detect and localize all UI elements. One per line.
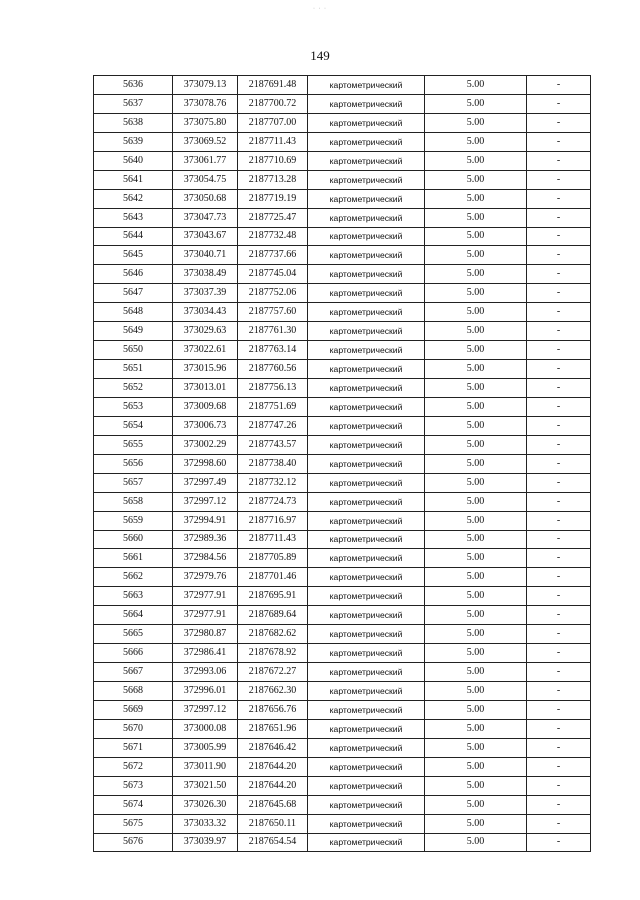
- note-cell: -: [527, 208, 591, 227]
- accuracy-cell: 5.00: [425, 473, 527, 492]
- point-number-cell: 5642: [94, 189, 173, 208]
- x-coordinate-cell: 372979.76: [173, 568, 238, 587]
- y-coordinate-cell: 2187743.57: [238, 435, 308, 454]
- table-row: [94, 587, 591, 606]
- point-number-cell: 5669: [94, 700, 173, 719]
- method-cell: картометрический: [308, 776, 425, 795]
- x-coordinate-cell: 373026.30: [173, 795, 238, 814]
- table-row: [94, 473, 591, 492]
- point-number-cell: 5648: [94, 303, 173, 322]
- x-coordinate-cell: 372977.91: [173, 587, 238, 606]
- note-cell: -: [527, 795, 591, 814]
- table-row: [94, 814, 591, 833]
- method-cell: картометрический: [308, 757, 425, 776]
- method-cell: картометрический: [308, 113, 425, 132]
- y-coordinate-cell: 2187760.56: [238, 360, 308, 379]
- point-number-cell: 5673: [94, 776, 173, 795]
- method-cell: картометрический: [308, 170, 425, 189]
- y-coordinate-cell: 2187737.66: [238, 246, 308, 265]
- note-cell: -: [527, 284, 591, 303]
- table-row: [94, 208, 591, 227]
- note-cell: -: [527, 379, 591, 398]
- coordinates-table: [93, 75, 591, 852]
- note-cell: -: [527, 719, 591, 738]
- x-coordinate-cell: 373021.50: [173, 776, 238, 795]
- point-number-cell: 5659: [94, 511, 173, 530]
- accuracy-cell: 5.00: [425, 246, 527, 265]
- note-cell: -: [527, 360, 591, 379]
- table-row: [94, 360, 591, 379]
- method-cell: картометрический: [308, 795, 425, 814]
- accuracy-cell: 5.00: [425, 530, 527, 549]
- accuracy-cell: 5.00: [425, 416, 527, 435]
- x-coordinate-cell: 372977.91: [173, 606, 238, 625]
- y-coordinate-cell: 2187651.96: [238, 719, 308, 738]
- note-cell: -: [527, 76, 591, 95]
- method-cell: картометрический: [308, 814, 425, 833]
- method-cell: картометрический: [308, 189, 425, 208]
- x-coordinate-cell: 373079.13: [173, 76, 238, 95]
- x-coordinate-cell: 373078.76: [173, 94, 238, 113]
- note-cell: -: [527, 246, 591, 265]
- table-row: [94, 719, 591, 738]
- note-cell: -: [527, 682, 591, 701]
- table-row: [94, 322, 591, 341]
- x-coordinate-cell: 373054.75: [173, 170, 238, 189]
- point-number-cell: 5662: [94, 568, 173, 587]
- method-cell: картометрический: [308, 416, 425, 435]
- method-cell: картометрический: [308, 492, 425, 511]
- note-cell: -: [527, 473, 591, 492]
- method-cell: картометрический: [308, 473, 425, 492]
- note-cell: -: [527, 303, 591, 322]
- table-row: [94, 94, 591, 113]
- table-row: [94, 625, 591, 644]
- method-cell: картометрический: [308, 719, 425, 738]
- accuracy-cell: 5.00: [425, 757, 527, 776]
- table-row: [94, 170, 591, 189]
- method-cell: картометрический: [308, 606, 425, 625]
- method-cell: картометрический: [308, 94, 425, 113]
- y-coordinate-cell: 2187689.64: [238, 606, 308, 625]
- accuracy-cell: 5.00: [425, 814, 527, 833]
- x-coordinate-cell: 372997.12: [173, 492, 238, 511]
- x-coordinate-cell: 372984.56: [173, 549, 238, 568]
- y-coordinate-cell: 2187644.20: [238, 776, 308, 795]
- accuracy-cell: 5.00: [425, 227, 527, 246]
- table-row: [94, 151, 591, 170]
- y-coordinate-cell: 2187711.43: [238, 132, 308, 151]
- point-number-cell: 5652: [94, 379, 173, 398]
- note-cell: -: [527, 549, 591, 568]
- table-row: [94, 227, 591, 246]
- table-row: [94, 397, 591, 416]
- x-coordinate-cell: 372998.60: [173, 454, 238, 473]
- y-coordinate-cell: 2187732.48: [238, 227, 308, 246]
- note-cell: -: [527, 833, 591, 852]
- method-cell: картометрический: [308, 625, 425, 644]
- accuracy-cell: 5.00: [425, 322, 527, 341]
- y-coordinate-cell: 2187738.40: [238, 454, 308, 473]
- y-coordinate-cell: 2187752.06: [238, 284, 308, 303]
- accuracy-cell: 5.00: [425, 94, 527, 113]
- x-coordinate-cell: 373050.68: [173, 189, 238, 208]
- point-number-cell: 5650: [94, 341, 173, 360]
- accuracy-cell: 5.00: [425, 132, 527, 151]
- method-cell: картометрический: [308, 700, 425, 719]
- point-number-cell: 5641: [94, 170, 173, 189]
- accuracy-cell: 5.00: [425, 719, 527, 738]
- accuracy-cell: 5.00: [425, 151, 527, 170]
- accuracy-cell: 5.00: [425, 738, 527, 757]
- point-number-cell: 5667: [94, 663, 173, 682]
- x-coordinate-cell: 373075.80: [173, 113, 238, 132]
- y-coordinate-cell: 2187725.47: [238, 208, 308, 227]
- note-cell: -: [527, 151, 591, 170]
- point-number-cell: 5653: [94, 397, 173, 416]
- table-row: [94, 435, 591, 454]
- note-cell: -: [527, 587, 591, 606]
- y-coordinate-cell: 2187756.13: [238, 379, 308, 398]
- point-number-cell: 5672: [94, 757, 173, 776]
- table-row: [94, 416, 591, 435]
- y-coordinate-cell: 2187707.00: [238, 113, 308, 132]
- table-row: [94, 776, 591, 795]
- accuracy-cell: 5.00: [425, 435, 527, 454]
- note-cell: -: [527, 700, 591, 719]
- note-cell: -: [527, 94, 591, 113]
- accuracy-cell: 5.00: [425, 397, 527, 416]
- table-row: [94, 379, 591, 398]
- y-coordinate-cell: 2187682.62: [238, 625, 308, 644]
- y-coordinate-cell: 2187691.48: [238, 76, 308, 95]
- accuracy-cell: 5.00: [425, 265, 527, 284]
- y-coordinate-cell: 2187650.11: [238, 814, 308, 833]
- table-row: [94, 663, 591, 682]
- table-row: [94, 757, 591, 776]
- y-coordinate-cell: 2187757.60: [238, 303, 308, 322]
- accuracy-cell: 5.00: [425, 76, 527, 95]
- method-cell: картометрический: [308, 76, 425, 95]
- x-coordinate-cell: 373015.96: [173, 360, 238, 379]
- x-coordinate-cell: 372997.12: [173, 700, 238, 719]
- x-coordinate-cell: 372994.91: [173, 511, 238, 530]
- x-coordinate-cell: 373006.73: [173, 416, 238, 435]
- method-cell: картометрический: [308, 341, 425, 360]
- x-coordinate-cell: 373069.52: [173, 132, 238, 151]
- y-coordinate-cell: 2187716.97: [238, 511, 308, 530]
- x-coordinate-cell: 373061.77: [173, 151, 238, 170]
- table-row: [94, 454, 591, 473]
- y-coordinate-cell: 2187713.28: [238, 170, 308, 189]
- x-coordinate-cell: 372993.06: [173, 663, 238, 682]
- accuracy-cell: 5.00: [425, 833, 527, 852]
- table-row: [94, 76, 591, 95]
- point-number-cell: 5671: [94, 738, 173, 757]
- point-number-cell: 5664: [94, 606, 173, 625]
- method-cell: картометрический: [308, 284, 425, 303]
- x-coordinate-cell: 373022.61: [173, 341, 238, 360]
- y-coordinate-cell: 2187719.19: [238, 189, 308, 208]
- y-coordinate-cell: 2187672.27: [238, 663, 308, 682]
- y-coordinate-cell: 2187644.20: [238, 757, 308, 776]
- x-coordinate-cell: 373002.29: [173, 435, 238, 454]
- table-row: [94, 511, 591, 530]
- point-number-cell: 5636: [94, 76, 173, 95]
- table-row: [94, 530, 591, 549]
- method-cell: картометрический: [308, 435, 425, 454]
- table-row: [94, 644, 591, 663]
- note-cell: -: [527, 113, 591, 132]
- x-coordinate-cell: 372986.41: [173, 644, 238, 663]
- table-row: [94, 738, 591, 757]
- note-cell: -: [527, 530, 591, 549]
- method-cell: картометрический: [308, 379, 425, 398]
- accuracy-cell: 5.00: [425, 625, 527, 644]
- x-coordinate-cell: 373033.32: [173, 814, 238, 833]
- accuracy-cell: 5.00: [425, 549, 527, 568]
- accuracy-cell: 5.00: [425, 379, 527, 398]
- x-coordinate-cell: 373047.73: [173, 208, 238, 227]
- point-number-cell: 5657: [94, 473, 173, 492]
- method-cell: картометрический: [308, 530, 425, 549]
- point-number-cell: 5655: [94, 435, 173, 454]
- y-coordinate-cell: 2187747.26: [238, 416, 308, 435]
- table-row: [94, 492, 591, 511]
- method-cell: картометрический: [308, 568, 425, 587]
- point-number-cell: 5670: [94, 719, 173, 738]
- point-number-cell: 5651: [94, 360, 173, 379]
- method-cell: картометрический: [308, 682, 425, 701]
- point-number-cell: 5665: [94, 625, 173, 644]
- accuracy-cell: 5.00: [425, 663, 527, 682]
- y-coordinate-cell: 2187695.91: [238, 587, 308, 606]
- x-coordinate-cell: 373029.63: [173, 322, 238, 341]
- method-cell: картометрический: [308, 454, 425, 473]
- note-cell: -: [527, 814, 591, 833]
- note-cell: -: [527, 454, 591, 473]
- note-cell: -: [527, 644, 591, 663]
- method-cell: картометрический: [308, 151, 425, 170]
- note-cell: -: [527, 663, 591, 682]
- note-cell: -: [527, 738, 591, 757]
- accuracy-cell: 5.00: [425, 284, 527, 303]
- y-coordinate-cell: 2187662.30: [238, 682, 308, 701]
- method-cell: картометрический: [308, 738, 425, 757]
- y-coordinate-cell: 2187654.54: [238, 833, 308, 852]
- x-coordinate-cell: 373040.71: [173, 246, 238, 265]
- accuracy-cell: 5.00: [425, 303, 527, 322]
- accuracy-cell: 5.00: [425, 511, 527, 530]
- accuracy-cell: 5.00: [425, 113, 527, 132]
- method-cell: картометрический: [308, 663, 425, 682]
- x-coordinate-cell: 373037.39: [173, 284, 238, 303]
- x-coordinate-cell: 373005.99: [173, 738, 238, 757]
- y-coordinate-cell: 2187711.43: [238, 530, 308, 549]
- method-cell: картометрический: [308, 397, 425, 416]
- note-cell: -: [527, 511, 591, 530]
- table-row: [94, 341, 591, 360]
- accuracy-cell: 5.00: [425, 776, 527, 795]
- accuracy-cell: 5.00: [425, 170, 527, 189]
- x-coordinate-cell: 373011.90: [173, 757, 238, 776]
- point-number-cell: 5666: [94, 644, 173, 663]
- y-coordinate-cell: 2187751.69: [238, 397, 308, 416]
- y-coordinate-cell: 2187656.76: [238, 700, 308, 719]
- table-row: [94, 189, 591, 208]
- table-row: [94, 568, 591, 587]
- method-cell: картометрический: [308, 833, 425, 852]
- method-cell: картометрический: [308, 227, 425, 246]
- note-cell: -: [527, 625, 591, 644]
- table-row: [94, 132, 591, 151]
- y-coordinate-cell: 2187646.42: [238, 738, 308, 757]
- x-coordinate-cell: 372989.36: [173, 530, 238, 549]
- note-cell: -: [527, 265, 591, 284]
- method-cell: картометрический: [308, 303, 425, 322]
- method-cell: картометрический: [308, 132, 425, 151]
- point-number-cell: 5654: [94, 416, 173, 435]
- table-row: [94, 265, 591, 284]
- note-cell: -: [527, 397, 591, 416]
- x-coordinate-cell: 373013.01: [173, 379, 238, 398]
- note-cell: -: [527, 132, 591, 151]
- note-cell: -: [527, 322, 591, 341]
- coordinates-table-body: [94, 76, 591, 852]
- point-number-cell: 5644: [94, 227, 173, 246]
- point-number-cell: 5656: [94, 454, 173, 473]
- x-coordinate-cell: 372980.87: [173, 625, 238, 644]
- table-row: [94, 549, 591, 568]
- method-cell: картометрический: [308, 511, 425, 530]
- accuracy-cell: 5.00: [425, 454, 527, 473]
- accuracy-cell: 5.00: [425, 682, 527, 701]
- page-top-mark: · · ·: [313, 6, 327, 12]
- point-number-cell: 5637: [94, 94, 173, 113]
- point-number-cell: 5647: [94, 284, 173, 303]
- note-cell: -: [527, 435, 591, 454]
- table-row: [94, 795, 591, 814]
- accuracy-cell: 5.00: [425, 492, 527, 511]
- x-coordinate-cell: 373039.97: [173, 833, 238, 852]
- point-number-cell: 5674: [94, 795, 173, 814]
- y-coordinate-cell: 2187732.12: [238, 473, 308, 492]
- note-cell: -: [527, 606, 591, 625]
- accuracy-cell: 5.00: [425, 360, 527, 379]
- table-row: [94, 113, 591, 132]
- x-coordinate-cell: 373043.67: [173, 227, 238, 246]
- y-coordinate-cell: 2187710.69: [238, 151, 308, 170]
- accuracy-cell: 5.00: [425, 644, 527, 663]
- table-row: [94, 682, 591, 701]
- point-number-cell: 5639: [94, 132, 173, 151]
- point-number-cell: 5643: [94, 208, 173, 227]
- x-coordinate-cell: 373038.49: [173, 265, 238, 284]
- note-cell: -: [527, 170, 591, 189]
- method-cell: картометрический: [308, 265, 425, 284]
- accuracy-cell: 5.00: [425, 795, 527, 814]
- note-cell: -: [527, 776, 591, 795]
- note-cell: -: [527, 757, 591, 776]
- method-cell: картометрический: [308, 549, 425, 568]
- method-cell: картометрический: [308, 644, 425, 663]
- point-number-cell: 5645: [94, 246, 173, 265]
- point-number-cell: 5661: [94, 549, 173, 568]
- table-row: [94, 606, 591, 625]
- accuracy-cell: 5.00: [425, 587, 527, 606]
- y-coordinate-cell: 2187705.89: [238, 549, 308, 568]
- point-number-cell: 5676: [94, 833, 173, 852]
- table-row: [94, 700, 591, 719]
- x-coordinate-cell: 373009.68: [173, 397, 238, 416]
- point-number-cell: 5663: [94, 587, 173, 606]
- point-number-cell: 5649: [94, 322, 173, 341]
- point-number-cell: 5646: [94, 265, 173, 284]
- y-coordinate-cell: 2187763.14: [238, 341, 308, 360]
- y-coordinate-cell: 2187761.30: [238, 322, 308, 341]
- method-cell: картометрический: [308, 208, 425, 227]
- note-cell: -: [527, 568, 591, 587]
- y-coordinate-cell: 2187678.92: [238, 644, 308, 663]
- table-row: [94, 833, 591, 852]
- note-cell: -: [527, 416, 591, 435]
- y-coordinate-cell: 2187701.46: [238, 568, 308, 587]
- x-coordinate-cell: 372997.49: [173, 473, 238, 492]
- table-row: [94, 246, 591, 265]
- method-cell: картометрический: [308, 246, 425, 265]
- y-coordinate-cell: 2187700.72: [238, 94, 308, 113]
- accuracy-cell: 5.00: [425, 606, 527, 625]
- table-row: [94, 303, 591, 322]
- point-number-cell: 5638: [94, 113, 173, 132]
- point-number-cell: 5640: [94, 151, 173, 170]
- y-coordinate-cell: 2187645.68: [238, 795, 308, 814]
- method-cell: картометрический: [308, 360, 425, 379]
- accuracy-cell: 5.00: [425, 700, 527, 719]
- accuracy-cell: 5.00: [425, 341, 527, 360]
- method-cell: картометрический: [308, 587, 425, 606]
- table-row: [94, 284, 591, 303]
- point-number-cell: 5675: [94, 814, 173, 833]
- y-coordinate-cell: 2187724.73: [238, 492, 308, 511]
- accuracy-cell: 5.00: [425, 208, 527, 227]
- x-coordinate-cell: 373034.43: [173, 303, 238, 322]
- note-cell: -: [527, 227, 591, 246]
- x-coordinate-cell: 373000.08: [173, 719, 238, 738]
- method-cell: картометрический: [308, 322, 425, 341]
- x-coordinate-cell: 372996.01: [173, 682, 238, 701]
- note-cell: -: [527, 492, 591, 511]
- y-coordinate-cell: 2187745.04: [238, 265, 308, 284]
- point-number-cell: 5660: [94, 530, 173, 549]
- accuracy-cell: 5.00: [425, 189, 527, 208]
- point-number-cell: 5668: [94, 682, 173, 701]
- page-number: 149: [310, 48, 330, 63]
- point-number-cell: 5658: [94, 492, 173, 511]
- note-cell: -: [527, 189, 591, 208]
- accuracy-cell: 5.00: [425, 568, 527, 587]
- note-cell: -: [527, 341, 591, 360]
